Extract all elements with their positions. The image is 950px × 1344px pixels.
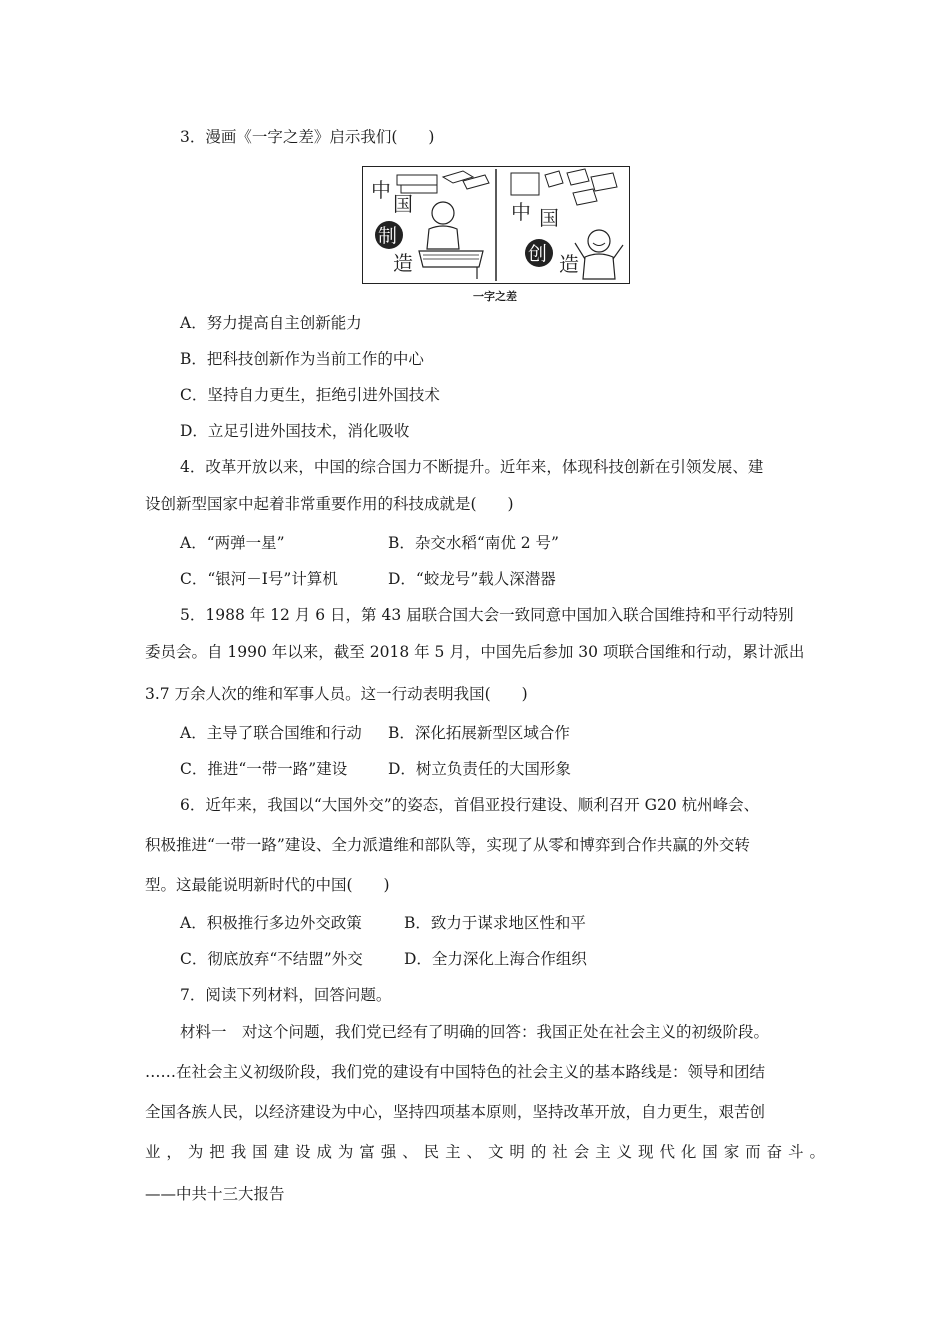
q6-stem-line3: 型。这最能说明新时代的中国( ) bbox=[145, 876, 390, 894]
q5-option-b: B．深化拓展新型区域合作 bbox=[388, 724, 570, 742]
q7-material1-line1: 材料一 对这个问题，我们党已经有了明确的回答：我国正处在社会主义的初级阶段。 bbox=[180, 1023, 770, 1041]
cartoon-right-char-4: 造 bbox=[559, 252, 579, 276]
cartoon-drawing bbox=[363, 167, 629, 283]
q6-option-b: B．致力于谋求地区性和平 bbox=[404, 914, 586, 932]
q3-option-c: C．坚持自力更生，拒绝引进外国技术 bbox=[180, 386, 440, 404]
q3-option-d: D．立足引进外国技术，消化吸收 bbox=[180, 422, 410, 440]
q5-option-c: C．推进“一带一路”建设 bbox=[180, 760, 348, 778]
q5-option-d: D．树立负责任的大国形象 bbox=[388, 760, 571, 778]
cartoon-right-char-2: 国 bbox=[539, 206, 559, 230]
q5-stem-line2: 委员会。自 1990 年以来，截至 2018 年 5 月，中国先后参加 30 项联合国维和行动，累计派出 bbox=[145, 643, 805, 661]
cartoon-right-char-1: 中 bbox=[511, 200, 531, 224]
q6-option-c: C．彻底放弃“不结盟”外交 bbox=[180, 950, 363, 968]
q4-option-b: B．杂交水稻“南优 2 号” bbox=[388, 534, 559, 552]
q3-option-b: B．把科技创新作为当前工作的中心 bbox=[180, 350, 424, 368]
q7-material1-line4: 业，为把我国建设成为富强、民主、文明的社会主义现代化国家而奋斗。 bbox=[145, 1143, 825, 1161]
q6-stem-line1: 6．近年来，我国以“大国外交”的姿态，首倡亚投行建设、顺利召开 G20 杭州峰会、 bbox=[180, 796, 760, 814]
cartoon-caption: 一字之差 bbox=[473, 290, 517, 303]
cartoon-left-char-1: 中 bbox=[371, 178, 391, 202]
q5-stem-line3: 3.7 万余人次的维和军事人员。这一行动表明我国( ) bbox=[145, 685, 528, 703]
q6-option-a: A．积极推行多边外交政策 bbox=[180, 914, 362, 932]
q4-stem-line1: 4．改革开放以来，中国的综合国力不断提升。近年来，体现科技创新在引领发展、建 bbox=[180, 458, 764, 476]
q3-stem: 3．漫画《一字之差》启示我们( ) bbox=[180, 128, 435, 146]
q4-option-c: C．“银河－Ⅰ号”计算机 bbox=[180, 570, 338, 588]
cartoon-right-char-3: 创 bbox=[528, 243, 548, 265]
q6-stem-line2: 积极推进“一带一路”建设、全力派遣维和部队等，实现了从零和博弈到合作共赢的外交转 bbox=[145, 836, 750, 854]
q4-stem-line2: 设创新型国家中起着非常重要作用的科技成就是( ) bbox=[145, 495, 514, 513]
cartoon-left-char-2: 国 bbox=[393, 192, 413, 216]
q5-option-a: A．主导了联合国维和行动 bbox=[180, 724, 362, 742]
cartoon-left-char-4: 造 bbox=[393, 251, 413, 275]
q4-option-d: D．“蛟龙号”载人深潜器 bbox=[388, 570, 556, 588]
q7-stem: 7．阅读下列材料，回答问题。 bbox=[180, 986, 392, 1004]
q7-material1-line3: 全国各族人民，以经济建设为中心，坚持四项基本原则，坚持改革开放，自力更生，艰苦创 bbox=[145, 1103, 766, 1121]
cartoon-image bbox=[362, 166, 630, 284]
cartoon-left-char-3: 制 bbox=[378, 225, 398, 247]
q4-option-a: A．“两弹一星” bbox=[180, 534, 285, 552]
q6-option-d: D．全力深化上海合作组织 bbox=[404, 950, 587, 968]
q7-material1-line2: ……在社会主义初级阶段，我们党的建设有中国特色的社会主义的基本路线是：领导和团结 bbox=[145, 1063, 766, 1081]
q7-source: ——中共十三大报告 bbox=[145, 1185, 285, 1203]
q3-option-a: A．努力提高自主创新能力 bbox=[180, 314, 362, 332]
q5-stem-line1: 5．1988 年 12 月 6 日，第 43 届联合国大会一致同意中国加入联合国维持和平行动特别 bbox=[180, 606, 794, 624]
